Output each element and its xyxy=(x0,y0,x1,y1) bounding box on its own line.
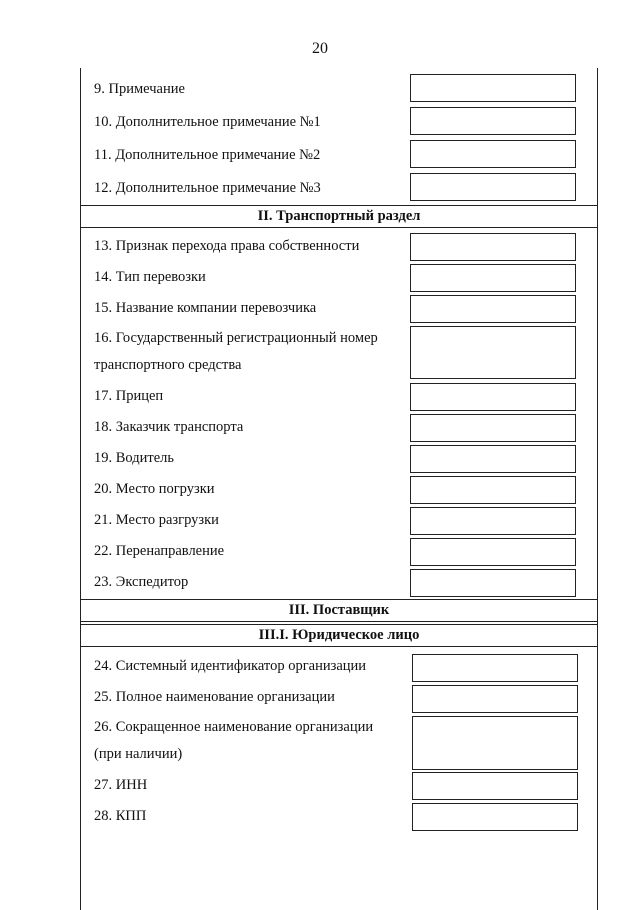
form-row-22 xyxy=(80,537,598,567)
row-label: 26. Сокращенное наименование организации (при наличии) xyxy=(94,719,374,762)
row-label: 22. Перенаправление xyxy=(94,543,225,559)
row-label: 20. Место погрузки xyxy=(94,481,215,497)
field-box[interactable] xyxy=(410,383,576,411)
form-row-9 xyxy=(80,73,598,103)
field-box[interactable] xyxy=(410,538,576,566)
row-label: 23. Экспедитор xyxy=(94,574,189,590)
field-box[interactable] xyxy=(410,233,576,261)
field-box[interactable] xyxy=(412,716,578,770)
row-label: 28. КПП xyxy=(94,808,147,824)
field-box[interactable] xyxy=(410,74,576,102)
section-header-supplier: III. Поставщик xyxy=(80,599,598,622)
form-row-19 xyxy=(80,444,598,474)
field-box[interactable] xyxy=(412,803,578,831)
field-box[interactable] xyxy=(412,654,578,682)
form-row-25 xyxy=(80,683,598,713)
page-number: 20 xyxy=(312,40,328,57)
row-label: 18. Заказчик транспорта xyxy=(94,419,244,435)
row-label: 19. Водитель xyxy=(94,450,175,466)
field-box[interactable] xyxy=(410,326,576,379)
form-row-23 xyxy=(80,568,598,598)
row-label: 27. ИНН xyxy=(94,777,148,793)
section-header-transport: II. Транспортный раздел xyxy=(80,205,598,228)
field-box[interactable] xyxy=(410,173,576,201)
field-box[interactable] xyxy=(410,264,576,292)
field-box[interactable] xyxy=(410,140,576,168)
form-row-12 xyxy=(80,172,598,202)
row-label: 14. Тип перевозки xyxy=(94,269,206,285)
section-header-legal-entity: III.I. Юридическое лицо xyxy=(80,624,598,647)
field-box[interactable] xyxy=(410,107,576,135)
row-label: 15. Название компании перевозчика xyxy=(94,300,317,316)
row-label: 12. Дополнительное примечание №3 xyxy=(94,180,321,196)
form-row-13 xyxy=(80,232,598,262)
form-row-15 xyxy=(80,294,598,324)
form-row-14 xyxy=(80,263,598,293)
form-row-18 xyxy=(80,413,598,443)
field-box[interactable] xyxy=(412,685,578,713)
form-row-11 xyxy=(80,139,598,169)
row-label: 17. Прицеп xyxy=(94,388,164,404)
form-table xyxy=(80,68,598,910)
field-box[interactable] xyxy=(410,445,576,473)
row-label: 24. Системный идентификатор организации xyxy=(94,658,367,674)
form-row-28 xyxy=(80,802,598,834)
field-box[interactable] xyxy=(412,772,578,800)
form-row-17 xyxy=(80,382,598,412)
form-row-20 xyxy=(80,475,598,505)
form-row-16 xyxy=(80,325,598,381)
row-label: 9. Примечание xyxy=(94,81,185,97)
row-label: 21. Место разгрузки xyxy=(94,512,219,528)
field-box[interactable] xyxy=(410,414,576,442)
row-label: 13. Признак перехода права собственности xyxy=(94,238,360,254)
form-row-21 xyxy=(80,506,598,536)
row-label: 25. Полное наименование организации xyxy=(94,689,335,705)
field-box[interactable] xyxy=(410,507,576,535)
row-label: 16. Государственный регистрационный номер транспортного средства xyxy=(94,330,378,373)
form-row-27 xyxy=(80,771,598,801)
field-box[interactable] xyxy=(410,295,576,323)
form-row-24 xyxy=(80,652,598,682)
row-label: 11. Дополнительное примечание №2 xyxy=(94,147,321,163)
row-label: 10. Дополнительное примечание №1 xyxy=(94,114,321,130)
field-box[interactable] xyxy=(410,476,576,504)
field-box[interactable] xyxy=(410,569,576,597)
form-row-10 xyxy=(80,106,598,136)
form-row-26 xyxy=(80,714,598,770)
